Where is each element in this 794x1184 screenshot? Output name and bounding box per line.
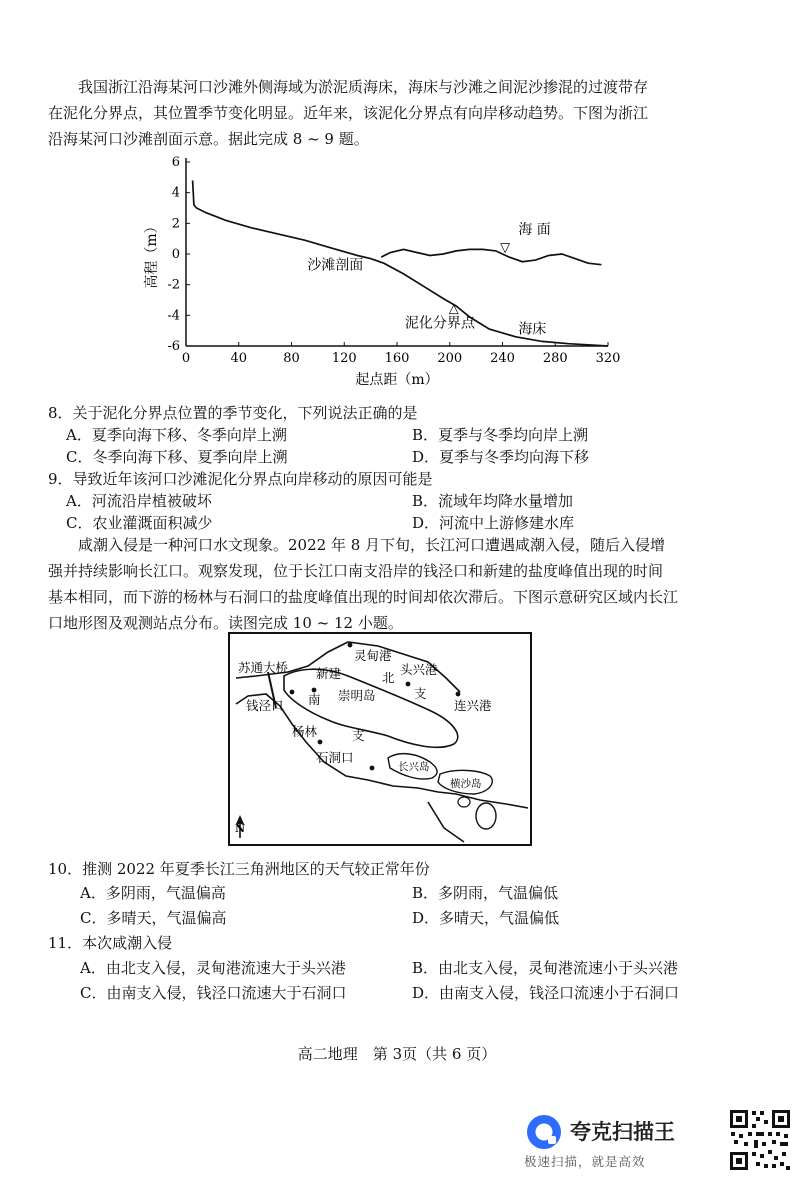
intro-paragraph-1	[48, 74, 748, 152]
scanner-watermark	[520, 1108, 792, 1178]
x-tick-label: 80	[283, 351, 300, 366]
map-label-xinjian: 新建	[316, 666, 342, 681]
q8-option-d[interactable]: D．夏季与冬季均向海下移	[412, 448, 590, 466]
chart-ticks	[143, 155, 620, 388]
q8-stem: 8．关于泥化分界点位置的季节变化，下列说法正确的是	[48, 404, 418, 422]
y-tick-label: 6	[171, 155, 180, 170]
y-tick-label: -4	[167, 308, 180, 324]
chart-annotation: 沙滩剖面	[307, 257, 364, 274]
y-axis-title: 高程（m）	[144, 219, 160, 289]
chart-axes	[186, 158, 608, 346]
sea-surface-line	[381, 249, 601, 264]
map-label-shidong: 石洞口	[316, 750, 354, 765]
page-footer: 高二地理 第 3页（共 6 页）	[297, 1045, 497, 1063]
scanner-brand-name: 夸克扫描王	[570, 1120, 675, 1144]
shoal-1	[476, 803, 496, 829]
q11-option-a[interactable]: A．由北支入侵，灵甸港流速大于头兴港	[80, 959, 346, 977]
map-label-nan: 南	[308, 692, 321, 707]
mud-boundary-marker-icon: △	[448, 301, 459, 317]
q11-option-d[interactable]: D．由南支入侵，钱泾口流速小于石洞口	[412, 984, 680, 1002]
intro2-line: 口地形图及观测站点分布。读图完成 10 ~ 12 小题。	[48, 614, 403, 632]
intro1-line: 在泥化分界点，其位置季节变化明显。近年来，该泥化分界点有向岸移动趋势。下图为浙江	[48, 104, 649, 122]
q8-option-b[interactable]: B．夏季与冬季均向岸上溯	[412, 426, 589, 444]
yanglin-station-dot	[318, 740, 323, 745]
map-label-zhi-north: 支	[414, 686, 427, 701]
chart-annotation: 海 面	[518, 222, 551, 239]
map-label-bei: 北	[382, 670, 395, 685]
shidong-station-dot	[370, 766, 375, 771]
intro-paragraph-2	[48, 532, 748, 636]
map-label-lianxing: 连兴港	[454, 698, 492, 713]
intro2-line: 咸潮入侵是一种河口水文现象。2022 年 8 月下旬，长江河口遭遇咸潮入侵，随后入侵增	[78, 536, 666, 554]
y-tick-label: -2	[167, 277, 180, 293]
x-tick-label: 240	[490, 351, 515, 366]
map-label-changxing: 长兴岛	[398, 761, 430, 773]
q9-option-d[interactable]: D．河流中上游修建水库	[412, 514, 575, 532]
map-label-zhi-south: 支	[352, 728, 365, 743]
y-tick-label: 0	[171, 247, 180, 262]
linxun-station-dot	[348, 643, 353, 648]
map-label-yanglin: 杨林	[292, 724, 318, 739]
intro1-line: 我国浙江沿海某河口沙滩外侧海域为淤泥质海床，海床与沙滩之间泥沙掺混的过渡带存	[78, 78, 649, 96]
q9-option-b[interactable]: B．流域年均降水量增加	[412, 492, 574, 510]
q9-stem: 9．导致近年该河口沙滩泥化分界点向岸移动的原因可能是	[48, 470, 433, 488]
x-axis-title: 起点距（m）	[355, 372, 439, 388]
scanner-slogan: 极速扫描，就是高效	[524, 1154, 646, 1169]
q11-option-c[interactable]: C．由南支入侵，钱泾口流速大于石洞口	[80, 984, 347, 1002]
chart-annotation: 海床	[518, 321, 547, 338]
chart-annotation: 泥化分界点	[404, 315, 475, 332]
shoal-2	[458, 797, 470, 807]
intro1-line: 沿海某河口沙滩剖面示意。据此完成 8 ~ 9 题。	[48, 130, 369, 148]
intro2-line: 基本相同，而下游的杨林与石洞口的盐度峰值出现的时间却依次滞后。下图示意研究区域内长江	[48, 588, 679, 606]
y-tick-label: 2	[171, 216, 180, 232]
qr-code-icon	[728, 1108, 792, 1172]
q10-stem: 10．推测 2022 年夏季长江三角洲地区的天气较正常年份	[48, 860, 430, 878]
q10-option-d[interactable]: D．多晴天，气温偏低	[412, 909, 560, 927]
q11-option-b[interactable]: B．由北支入侵，灵甸港流速小于头兴港	[412, 959, 679, 977]
sea-level-marker-icon: ▽	[500, 240, 511, 256]
q10-option-b[interactable]: B．多阴雨，气温偏低	[412, 884, 559, 902]
q8-option-c[interactable]: C．冬季向海下移、夏季向岸上溯	[66, 448, 288, 466]
yangtze-estuary-map	[228, 632, 532, 846]
qianjing-station-dot	[290, 690, 295, 695]
x-tick-label: 0	[181, 351, 191, 366]
chart-annotations	[307, 222, 550, 338]
touxing-station-dot	[406, 682, 411, 687]
q9-option-c[interactable]: C．农业灌溉面积减少	[66, 514, 213, 532]
map-label-linxun: 灵甸港	[354, 648, 392, 663]
x-tick-label: 200	[437, 351, 463, 366]
y-tick-label: 4	[171, 185, 180, 201]
x-tick-label: 120	[331, 351, 357, 366]
lianxing-station-dot	[456, 692, 461, 697]
map-label-qianjing: 钱泾口	[246, 698, 284, 713]
y-tick-label: -6	[167, 339, 180, 354]
q9-option-a[interactable]: A．河流沿岸植被破坏	[66, 492, 212, 510]
x-tick-label: 40	[230, 351, 248, 366]
map-label-hengsha: 横沙岛	[450, 778, 482, 790]
map-label-north: N	[235, 822, 246, 835]
beach-profile-chart	[130, 150, 630, 390]
q10-option-a[interactable]: A．多阴雨，气温偏高	[80, 884, 226, 902]
map-label-touxing: 头兴港	[400, 662, 438, 677]
q8-option-a[interactable]: A．夏季向海下移、冬季向岸上溯	[66, 426, 287, 444]
q11-stem: 11．本次咸潮入侵	[48, 934, 173, 952]
x-tick-label: 320	[595, 351, 621, 366]
q10-option-c[interactable]: C．多晴天，气温偏高	[80, 909, 227, 927]
map-label-chongming: 崇明岛	[338, 688, 376, 703]
x-tick-label: 280	[542, 351, 568, 366]
x-tick-label: 160	[384, 351, 410, 366]
quark-logo-icon	[524, 1112, 564, 1152]
intro2-line: 强并持续影响长江口。观察发现，位于长江口南支沿岸的钱泾口和新建的盐度峰值出现的时间	[48, 562, 664, 580]
map-label-sutong: 苏通大桥	[238, 660, 289, 675]
